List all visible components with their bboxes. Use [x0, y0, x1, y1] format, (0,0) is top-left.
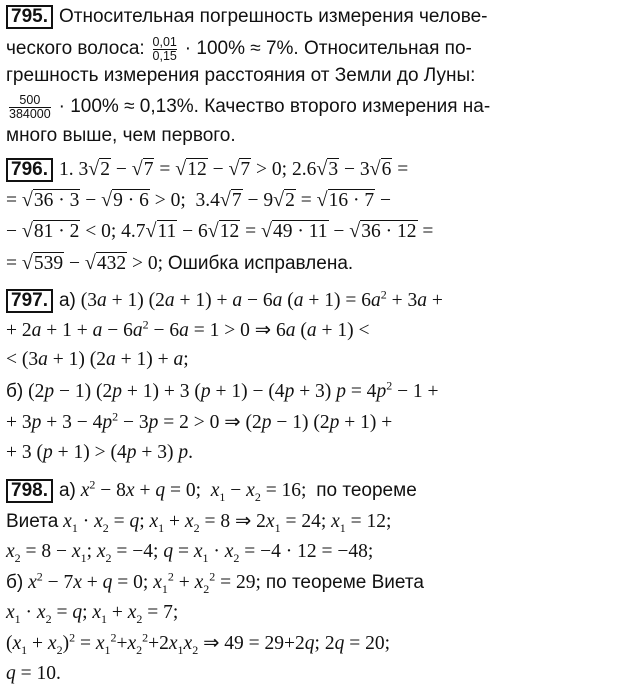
fraction-001-015: $\frac{0,01}{0,15}$ [152, 35, 177, 63]
p795-text-1: Относительная погрешность измерения челове- [58, 6, 488, 27]
p798-line-5: $x_1 \cdot x_2 = q$; $x_1 + x_2 = 7$; [6, 602, 179, 626]
p795-text-6: много выше, чем первого. [6, 125, 236, 146]
p797-line-5: + $3p + 3 - 4p^2 - 3p = 2 > 0$ ⇒ (2p − 1) (2p + 1) + [6, 409, 393, 433]
p795-line-5 [6, 124, 619, 148]
p797-line-1: 797. а) (3a + 1) (2a + 1) + a − 6a $(a + 1) = 6a^2 + 3a$ + [6, 289, 619, 313]
p798-line-2: Виета $x_1 \cdot x_2 = q$; $x_1 + x_2 = 8$ ⇒ $2x_1 = 24$; $x_1 = 12$; [6, 511, 392, 535]
p795-text-3: · 100% ≈ 7%. Относительная по- [184, 37, 472, 59]
p797-line-4: б) (2p − 1) (2p + 1) + 3 (p + 1) − (4p + 3) $p = 4p^2 - 1$ + [6, 378, 439, 402]
p796-line-1: 796. 1. 3√2 − √7 = √12 − √7 > 0; 2.6√3 − 3√6 = [6, 157, 619, 182]
p795-line-1 [6, 5, 619, 29]
p798-line-4: б) $x^2 - 7x + q = 0$; $x_1^2 + x_2^2 = 29$; по теореме Виета [6, 569, 424, 596]
problem-number-797: 797. [6, 289, 53, 313]
p797-line-6: + 3 (p + 1) > (4p + 3) p. [6, 442, 193, 463]
p795-line-3 [6, 64, 619, 88]
p795-line-4 [6, 94, 619, 121]
p795-line-2 [6, 36, 619, 63]
problem-number-798: 798. [6, 479, 53, 503]
p798-line-7: q = 10. [6, 663, 61, 684]
p795-text-5: · 100% ≈ 0,13%. Качество второго измерения на- [58, 95, 491, 117]
p798-line-6: $(x_1 + x_2)^2 = x_1^2+x_2^2+2x_1x_2$ ⇒ 49 = 29+2q; 2q = 20; [6, 630, 390, 657]
p798-line-1: 798. а) $x^2 - 8x + q = 0$; $x_1 - x_2 = 16$; по теореме [6, 479, 619, 503]
p796-line-4: = √539 − √432 > 0; Ошибка исправлена. [6, 252, 354, 274]
fraction-500-384000: $\frac{500}{384000}$ [9, 93, 51, 121]
problem-number-796: 796. [6, 158, 53, 182]
p798-line-3: $x_2 = 8 - x_1$; $x_2 = -4$; $q = x_1 \cdot x_2 = -4 \cdot 12 = -48$; [6, 541, 374, 565]
p796-conclusion: Ошибка исправлена. [167, 253, 354, 274]
p796-line-2: = √36 · 3 − √9 · 6 > 0; 3.4√7 − 9√2 = √16 · 7 − [6, 189, 391, 211]
p795-text-2: ческого волоса: [6, 37, 145, 59]
p796-line-3: − √81 · 2 < 0; 4.7√11 − 6√12 = √49 · 11 − √36 · 12 = [6, 220, 434, 242]
p797-line-3: < (3a + 1) (2a + 1) + a; [6, 349, 189, 370]
p797-line-2: + $2a + 1 + a - 6a^2 - 6a = 1 > 0$ ⇒ 6a (a + 1) < [6, 317, 370, 341]
p795-text-4: грешность измерения расстояния от Земли до Луны: [6, 65, 476, 86]
problem-number-795: 795. [6, 5, 53, 29]
